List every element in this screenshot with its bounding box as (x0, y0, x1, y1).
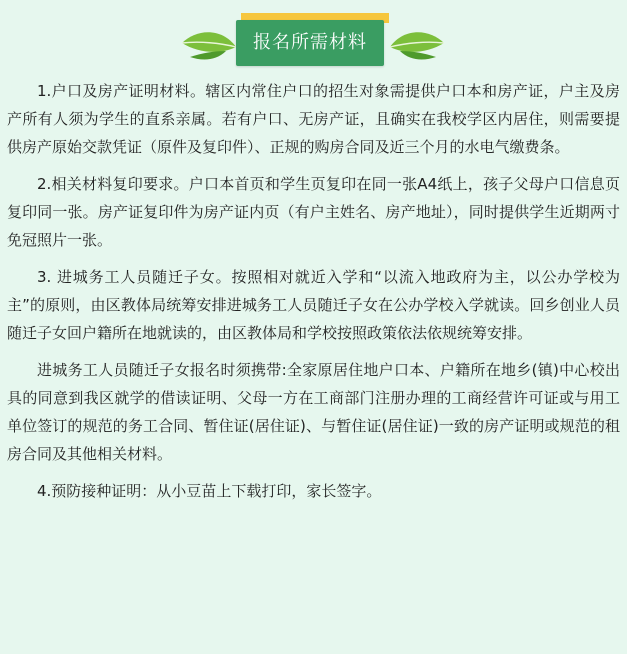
paragraph-migrant-children: 3. 进城务工人员随迁子女。按照相对就近入学和“以流入地政府为主，以公办学校为主”的原则，由区教体局统筹安排进城务工人员随迁子女在公办学校入学就读。回乡创业人员随迁子女回户籍所在地就读的，由区教体局和学校按照政策依法依规统筹安排。 (7, 268, 620, 342)
leaf-right-icon (388, 23, 448, 63)
paragraph-household-property: 1.户口及房产证明材料。辖区内常住户口的招生对象需提供户口本和房产证，户主及房产所有人须为学生的直系亲属。若有户口、无房产证，且确实在我校学区内居住，则需要提供房产原始交款凭证（原件及复印件）、正规的购房合同及近三个月的水电气缴费条。 (7, 82, 620, 156)
content-body (7, 77, 620, 514)
title-banner (236, 20, 384, 66)
paragraph-vaccination: 4.预防接种证明：从小豆苗上下载打印，家长签字。 (37, 482, 382, 500)
page-title: 报名所需材料 (253, 32, 367, 53)
paragraph-copy-requirements: 2.相关材料复印要求。户口本首页和学生页复印在同一张A4纸上，孩子父母户口信息页复印同一张。房产证复印件为房产证内页（有户主姓名、房产地址），同时提供学生近期两寸免冠照片一张。 (7, 175, 620, 249)
paragraph-migrant-documents: 进城务工人员随迁子女报名时须携带:全家原居住地户口本、户籍所在地乡(镇)中心校出具的同意到我区就学的借读证明、父母一方在工商部门注册办理的工商经营许可证或与用工单位签订的规范的务工合同、暂住证(居住证)、与暂住证(居住证)一致的房产证明或规范的租房合同及其他相关材料。 (7, 361, 620, 463)
leaf-left-icon (178, 23, 238, 63)
section-header (0, 13, 627, 75)
